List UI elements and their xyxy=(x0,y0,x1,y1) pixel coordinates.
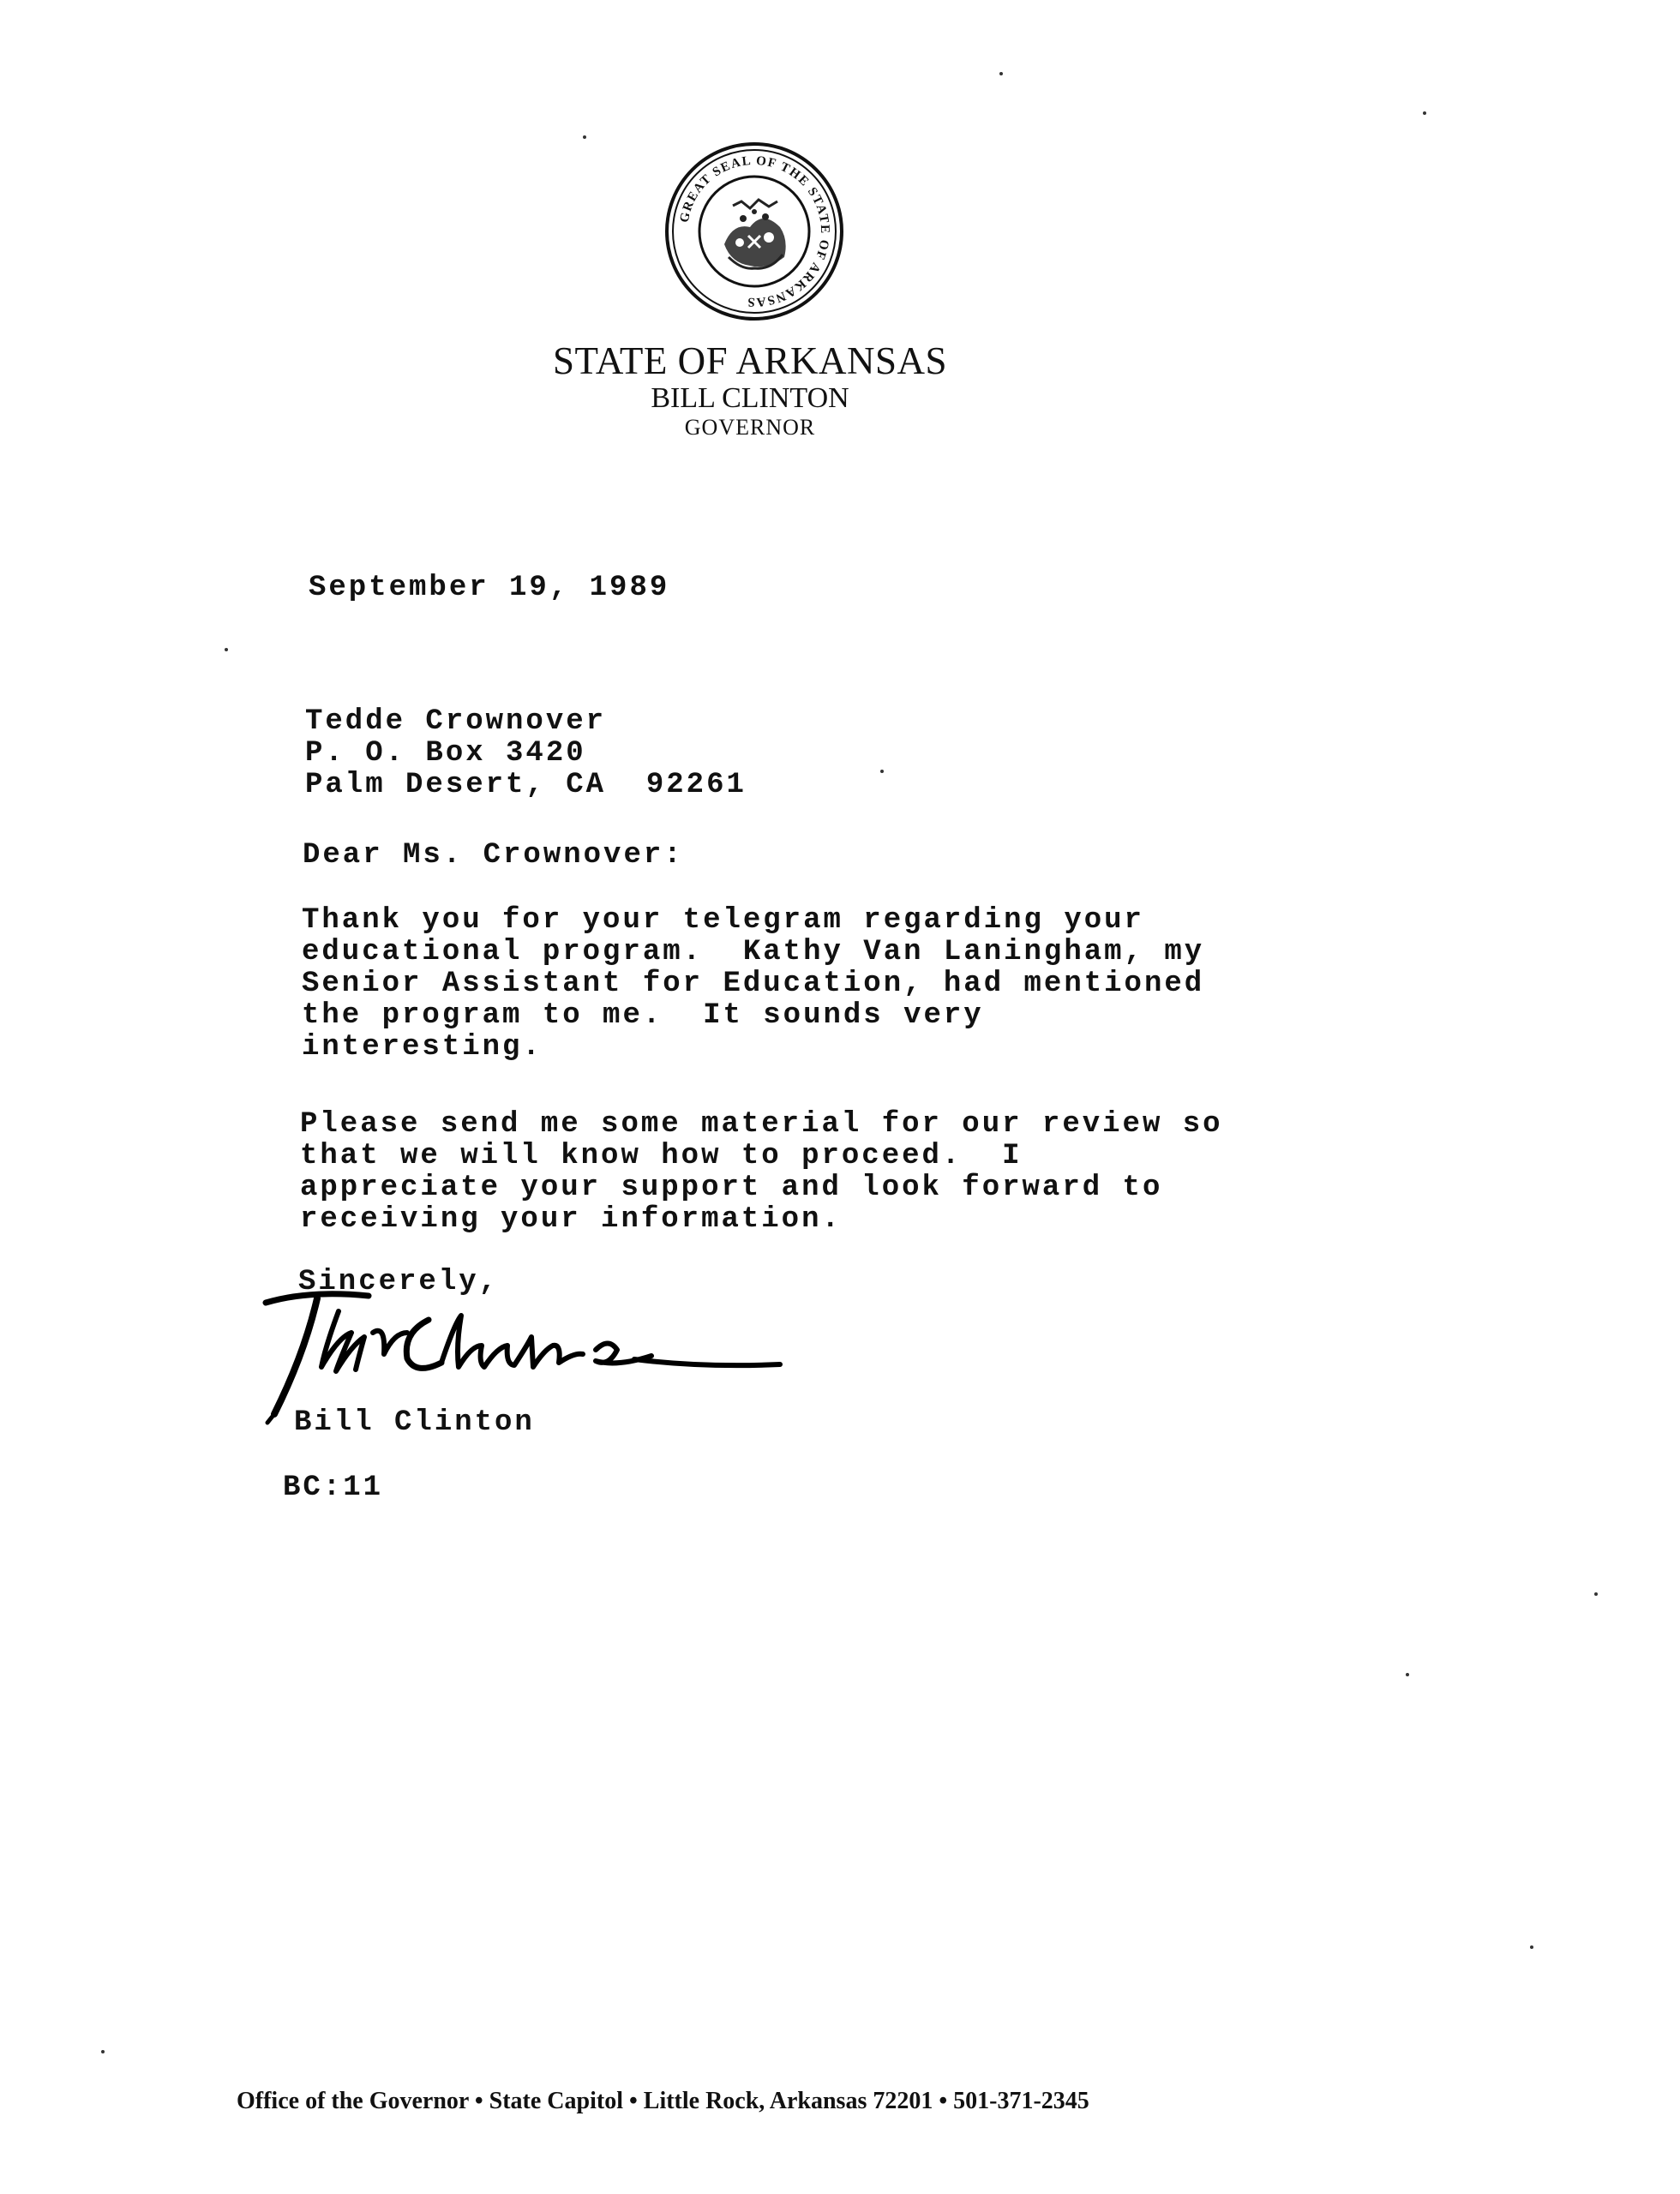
reference-initials: BC:11 xyxy=(283,1472,384,1504)
scan-speck xyxy=(583,135,586,139)
scan-speck xyxy=(101,2050,105,2053)
letterhead-state: STATE OF ARKANSAS xyxy=(553,339,947,382)
paragraph-2-line: Please send me some material for our review so xyxy=(300,1108,1223,1141)
scan-speck xyxy=(999,72,1003,75)
signer-name: Bill Clinton xyxy=(294,1406,535,1439)
paragraph-2-line: that we will know how to proceed. I xyxy=(300,1140,1023,1172)
scan-speck xyxy=(1530,1945,1533,1949)
paragraph-1-line: interesting. xyxy=(302,1031,543,1064)
scan-speck xyxy=(880,770,884,773)
footer-address: Office of the Governor • State Capitol • Little Rock, Arkansas 72201 • 501-371-2345 xyxy=(237,2088,1089,2114)
paragraph-2 xyxy=(300,1109,1223,1236)
paragraph-1-line: the program to me. It sounds very xyxy=(302,999,984,1032)
paragraph-2-line: receiving your information. xyxy=(300,1203,842,1236)
paragraph-1-line: Senior Assistant for Education, had mentioned xyxy=(302,968,1205,1000)
salutation: Dear Ms. Crownover: xyxy=(303,839,684,872)
svg-text:GREAT SEAL OF THE STATE OF ARK: GREAT SEAL OF THE STATE OF ARKANSAS xyxy=(677,153,832,309)
letter-date: September 19, 1989 xyxy=(309,572,670,604)
paragraph-2-line: appreciate your support and look forward to xyxy=(300,1172,1163,1204)
letterhead-governor-name: BILL CLINTON xyxy=(651,382,849,414)
closing: Sincerely, xyxy=(298,1266,500,1298)
scan-speck xyxy=(1406,1673,1409,1676)
paragraph-1-line: Thank you for your telegram regarding your xyxy=(302,904,1144,937)
recipient-address-line2: Palm Desert, CA 92261 xyxy=(305,769,747,801)
paragraph-1 xyxy=(302,905,1204,1064)
letterhead-title: GOVERNOR xyxy=(684,415,816,440)
paragraph-1-line: educational program. Kathy Van Laningham, my xyxy=(302,936,1205,968)
state-seal-icon xyxy=(664,141,844,321)
recipient-address xyxy=(305,706,747,801)
scan-speck xyxy=(225,648,228,651)
scan-speck xyxy=(1423,111,1426,115)
scan-speck xyxy=(1594,1592,1598,1596)
recipient-address-line1: P. O. Box 3420 xyxy=(305,737,586,770)
recipient-name: Tedde Crownover xyxy=(305,705,607,738)
